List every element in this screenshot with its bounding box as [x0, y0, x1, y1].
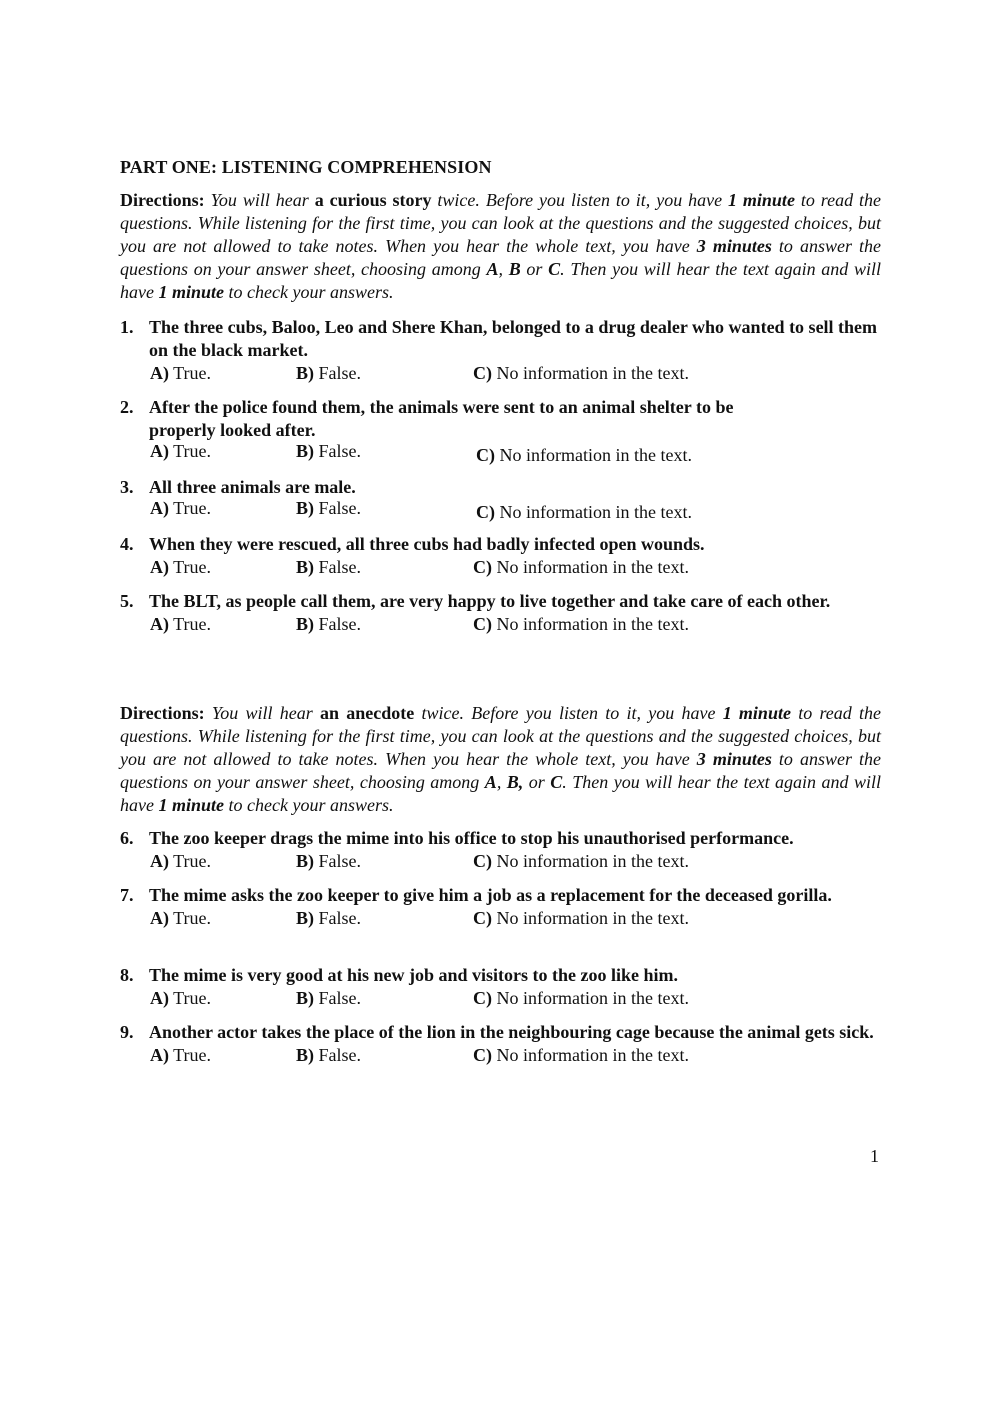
option-c[interactable]	[473, 850, 689, 873]
question-text: The mime asks the zoo keeper to give him a job as a replacement for the deceased gorilla.	[149, 885, 832, 905]
option-label: A)	[150, 908, 169, 928]
option-label: B)	[296, 851, 314, 871]
option-c[interactable]	[473, 613, 689, 636]
directions-text: to check your answers.	[224, 282, 394, 302]
answer-options	[120, 907, 890, 930]
option-label: C)	[473, 1045, 492, 1065]
answer-options	[120, 362, 890, 385]
option-text: No information in the text.	[495, 502, 692, 522]
question-text: The zoo keeper drags the mime into his office to stop his unauthorised performance.	[149, 828, 794, 848]
directions-text: to answer the questions on your answer sheet, choosing among	[120, 236, 881, 279]
directions-paragraph-1	[120, 189, 881, 304]
option-a[interactable]	[150, 613, 211, 636]
option-text: True.	[169, 614, 212, 634]
answer-options	[120, 556, 890, 579]
option-text: No information in the text.	[492, 363, 689, 383]
option-text: True.	[169, 498, 212, 518]
option-text: True.	[169, 557, 212, 577]
directions-text: You will hear	[204, 703, 320, 723]
option-label: B)	[296, 988, 314, 1008]
option-text: False.	[314, 614, 361, 634]
option-a[interactable]	[150, 440, 211, 463]
directions-label: Directions:	[120, 703, 205, 723]
question-text: The BLT, as people call them, are very happy to live together and take care of each other.	[149, 591, 831, 611]
option-b[interactable]	[296, 987, 361, 1010]
option-label: A)	[150, 441, 169, 461]
option-label: B)	[296, 614, 314, 634]
option-label: B)	[296, 498, 314, 518]
question-number: 1.	[120, 317, 134, 337]
option-label: C)	[473, 988, 492, 1008]
answer-options	[120, 1044, 890, 1067]
option-text: False.	[314, 498, 361, 518]
directions-emphasis: a curious story	[314, 190, 432, 210]
directions-paragraph-2	[120, 702, 881, 817]
option-label: A)	[150, 363, 169, 383]
answer-options	[120, 442, 890, 465]
directions-emphasis: A	[484, 772, 497, 792]
option-text: No information in the text.	[492, 557, 689, 577]
directions-emphasis: 1 minute	[728, 190, 795, 210]
option-a[interactable]	[150, 556, 211, 579]
option-label: B)	[296, 1045, 314, 1065]
question-item	[120, 316, 890, 385]
option-text: False.	[314, 441, 361, 461]
option-a[interactable]	[150, 362, 211, 385]
option-text: False.	[314, 557, 361, 577]
question-number: 9.	[120, 1022, 134, 1042]
option-a[interactable]	[150, 850, 211, 873]
option-a[interactable]	[150, 987, 211, 1010]
option-label: C)	[476, 445, 495, 465]
directions-text: or	[520, 259, 549, 279]
question-number: 3.	[120, 477, 134, 497]
option-text: No information in the text.	[492, 1045, 689, 1065]
directions-emphasis: B,	[506, 772, 524, 792]
question-item	[120, 533, 890, 579]
option-text: False.	[314, 908, 361, 928]
option-text: No information in the text.	[492, 908, 689, 928]
question-number: 7.	[120, 885, 134, 905]
question-item	[120, 964, 890, 1010]
option-label: A)	[150, 614, 169, 634]
option-b[interactable]	[296, 440, 361, 463]
question-item	[120, 396, 890, 465]
option-label: C)	[473, 614, 492, 634]
question-text: The mime is very good at his new job and visitors to the zoo like him.	[149, 965, 678, 985]
option-label: B)	[296, 557, 314, 577]
question-number: 6.	[120, 828, 134, 848]
question-item	[120, 590, 890, 636]
section-title: PART ONE: LISTENING COMPREHENSION	[120, 157, 492, 177]
option-b[interactable]	[296, 556, 361, 579]
question-text: Another actor takes the place of the lion in the neighbouring cage because the animal gets sick.	[149, 1022, 874, 1042]
option-text: True.	[169, 851, 212, 871]
option-text: True.	[169, 908, 212, 928]
option-text: No information in the text.	[492, 988, 689, 1008]
option-b[interactable]	[296, 850, 361, 873]
option-label: C)	[473, 851, 492, 871]
option-text: True.	[169, 1045, 212, 1065]
directions-text: to check your answers.	[224, 795, 394, 815]
question-number: 8.	[120, 965, 134, 985]
answer-options	[120, 987, 890, 1010]
question-text: After the police found them, the animals were sent to an animal shelter to be properly looked after.	[149, 397, 734, 440]
option-text: False.	[314, 1045, 361, 1065]
option-b[interactable]	[296, 362, 361, 385]
question-number: 5.	[120, 591, 134, 611]
option-b[interactable]	[296, 1044, 361, 1067]
question-item	[120, 476, 890, 522]
directions-emphasis: B	[508, 259, 521, 279]
option-label: B)	[296, 441, 314, 461]
option-c[interactable]	[476, 501, 692, 524]
option-a[interactable]	[150, 1044, 211, 1067]
question-text: When they were rescued, all three cubs had badly infected open wounds.	[149, 534, 705, 554]
answer-options	[120, 850, 890, 873]
page-number: 1	[870, 1146, 879, 1166]
question-text: The three cubs, Baloo, Leo and Shere Khan, belonged to a drug dealer who wanted to sell them on the black market.	[149, 317, 878, 360]
directions-emphasis: 3 minutes	[696, 749, 772, 769]
option-text: False.	[314, 988, 361, 1008]
directions-emphasis: 1 minute	[158, 795, 224, 815]
option-a[interactable]	[150, 907, 211, 930]
option-c[interactable]	[473, 987, 689, 1010]
directions-label: Directions:	[120, 190, 205, 210]
directions-text: . Then you will hear the text again and will have	[120, 772, 882, 815]
directions-emphasis: C	[550, 772, 563, 792]
directions-text: ,	[496, 772, 507, 792]
option-text: No information in the text.	[495, 445, 692, 465]
answer-options	[120, 613, 890, 636]
question-item	[120, 1021, 890, 1067]
option-b[interactable]	[296, 907, 361, 930]
directions-emphasis: 1 minute	[158, 282, 224, 302]
directions-text: twice. Before you listen to it, you have	[431, 190, 728, 210]
option-text: No information in the text.	[492, 851, 689, 871]
option-b[interactable]	[296, 613, 361, 636]
directions-text: to read the questions. While listening for the first time, you can look at the questions and the suggested choices, but you are not allowed to take notes. When you hear the whole text, you have	[120, 703, 881, 769]
option-c[interactable]	[473, 556, 689, 579]
option-label: A)	[150, 851, 169, 871]
directions-text: to answer the questions on your answer sheet, choosing among	[120, 749, 881, 792]
directions-text: ,	[498, 259, 509, 279]
option-text: True.	[169, 988, 212, 1008]
option-label: A)	[150, 557, 169, 577]
directions-emphasis: 3 minutes	[696, 236, 772, 256]
question-text: All three animals are male.	[149, 477, 356, 497]
option-text: No information in the text.	[492, 614, 689, 634]
option-c[interactable]	[473, 907, 689, 930]
option-text: False.	[314, 851, 361, 871]
option-a[interactable]	[150, 497, 211, 520]
option-label: A)	[150, 1045, 169, 1065]
option-label: B)	[296, 908, 314, 928]
directions-text: . Then you will hear the text again and will have	[120, 259, 882, 302]
option-c[interactable]	[476, 444, 692, 467]
directions-text: You will hear	[204, 190, 315, 210]
directions-emphasis: A	[486, 259, 499, 279]
option-label: B)	[296, 363, 314, 383]
directions-emphasis: 1 minute	[722, 703, 791, 723]
option-label: A)	[150, 988, 169, 1008]
question-number: 4.	[120, 534, 134, 554]
option-text: False.	[314, 363, 361, 383]
directions-text: twice. Before you listen to it, you have	[414, 703, 723, 723]
option-label: C)	[473, 363, 492, 383]
question-number: 2.	[120, 397, 134, 417]
directions-emphasis: C	[548, 259, 561, 279]
question-item	[120, 884, 890, 930]
option-b[interactable]	[296, 497, 361, 520]
option-text: True.	[169, 441, 212, 461]
directions-text: or	[523, 772, 551, 792]
option-label: A)	[150, 498, 169, 518]
option-label: C)	[473, 908, 492, 928]
directions-text: to read the questions. While listening for the first time, you can look at the questions and the suggested choices, but you are not allowed to take notes. When you hear the whole text, you have	[120, 190, 881, 256]
question-item	[120, 827, 890, 873]
option-label: C)	[473, 557, 492, 577]
option-c[interactable]	[473, 1044, 689, 1067]
option-text: True.	[169, 363, 212, 383]
option-c[interactable]	[473, 362, 689, 385]
answer-options	[120, 499, 890, 522]
option-label: C)	[476, 502, 495, 522]
directions-emphasis: an anecdote	[320, 703, 415, 723]
